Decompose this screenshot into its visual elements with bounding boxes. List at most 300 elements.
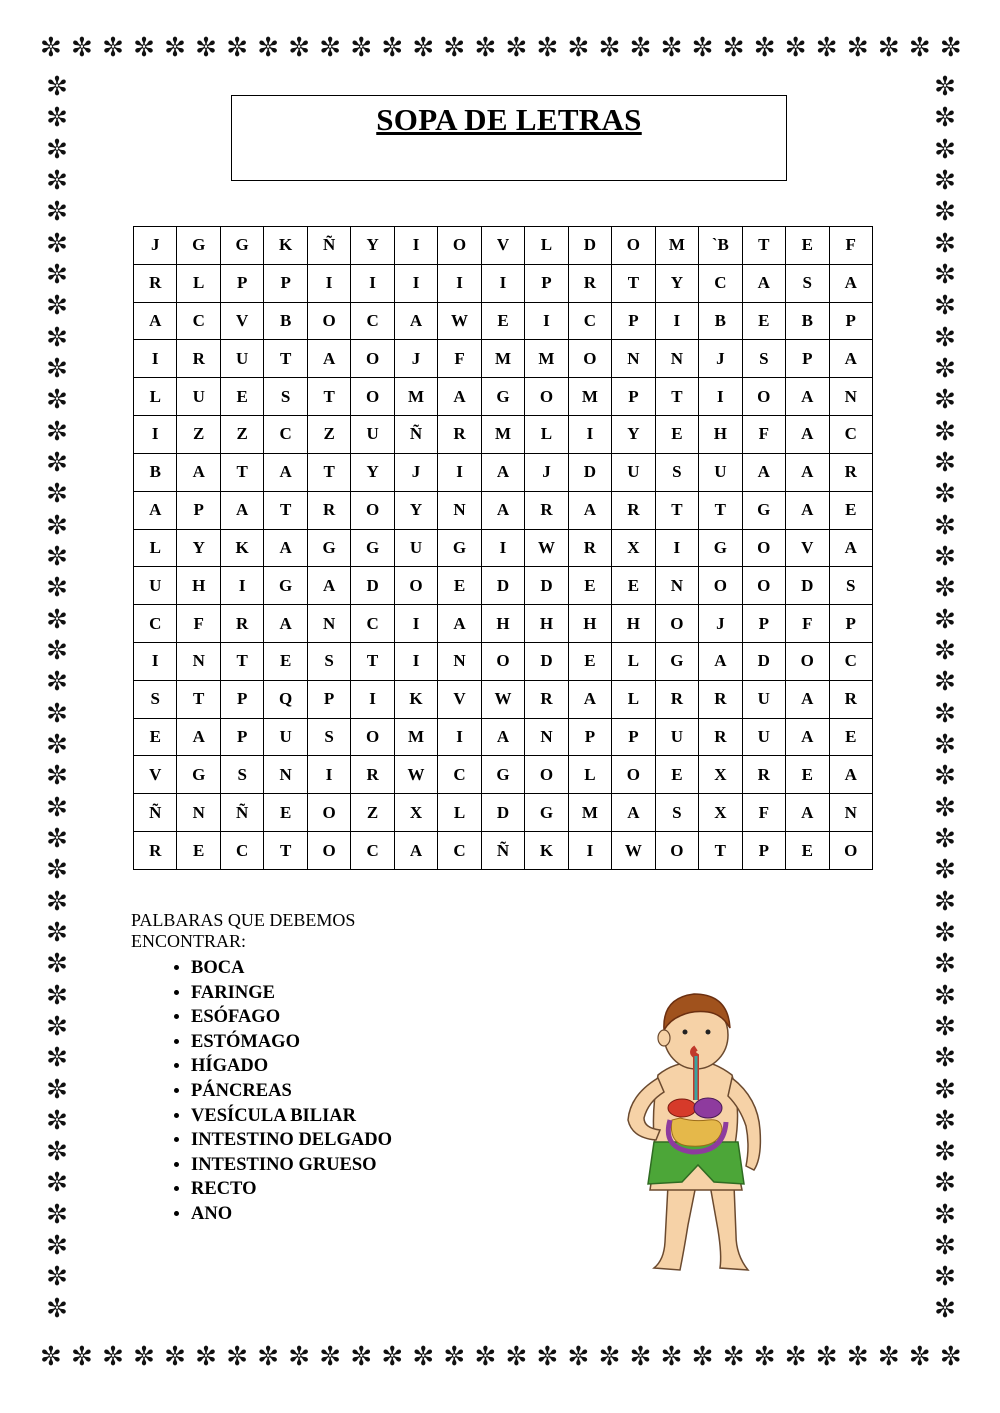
grid-cell[interactable]: R (829, 453, 873, 491)
grid-cell[interactable]: U (264, 718, 307, 756)
grid-cell[interactable]: V (220, 302, 263, 340)
grid-cell[interactable]: A (786, 416, 829, 454)
grid-cell[interactable]: A (742, 264, 785, 302)
grid-cell[interactable]: I (481, 264, 524, 302)
grid-cell[interactable]: E (786, 227, 829, 265)
grid-cell[interactable]: A (786, 453, 829, 491)
grid-cell[interactable]: I (351, 264, 394, 302)
grid-cell[interactable]: D (786, 567, 829, 605)
grid-cell[interactable]: W (394, 756, 437, 794)
grid-cell[interactable]: G (438, 529, 481, 567)
grid-cell[interactable]: C (351, 832, 394, 870)
grid-cell[interactable]: I (134, 416, 177, 454)
grid-cell[interactable]: G (481, 756, 524, 794)
grid-cell[interactable]: E (481, 302, 524, 340)
grid-cell[interactable]: G (655, 642, 698, 680)
grid-cell[interactable]: I (438, 453, 481, 491)
grid-cell[interactable]: R (220, 605, 263, 643)
grid-cell[interactable]: P (307, 680, 350, 718)
grid-cell[interactable]: R (307, 491, 350, 529)
grid-cell[interactable]: R (742, 756, 785, 794)
grid-cell[interactable]: R (134, 832, 177, 870)
grid-cell[interactable]: I (307, 756, 350, 794)
grid-cell[interactable]: W (438, 302, 481, 340)
grid-cell[interactable]: P (177, 491, 220, 529)
grid-cell[interactable]: P (264, 264, 307, 302)
grid-cell[interactable]: O (525, 756, 568, 794)
grid-cell[interactable]: L (525, 227, 568, 265)
grid-cell[interactable]: X (699, 756, 742, 794)
grid-cell[interactable]: P (742, 605, 785, 643)
grid-cell[interactable]: M (481, 416, 524, 454)
grid-cell[interactable]: E (568, 642, 611, 680)
grid-cell[interactable]: B (699, 302, 742, 340)
grid-cell[interactable]: E (655, 756, 698, 794)
grid-cell[interactable]: S (829, 567, 873, 605)
grid-cell[interactable]: S (264, 378, 307, 416)
grid-cell[interactable]: U (742, 718, 785, 756)
grid-cell[interactable]: C (829, 416, 873, 454)
grid-cell[interactable]: Ñ (220, 794, 263, 832)
grid-cell[interactable]: A (829, 264, 873, 302)
grid-cell[interactable]: R (568, 264, 611, 302)
grid-cell[interactable]: D (742, 642, 785, 680)
grid-cell[interactable]: F (786, 605, 829, 643)
grid-cell[interactable]: K (525, 832, 568, 870)
asterisk-flower-icon: ✼ (46, 228, 68, 259)
grid-cell[interactable]: O (351, 491, 394, 529)
grid-cell[interactable]: F (177, 605, 220, 643)
grid-cell[interactable]: T (699, 832, 742, 870)
grid-cell[interactable]: H (699, 416, 742, 454)
grid-cell[interactable]: S (307, 642, 350, 680)
grid-cell[interactable]: A (786, 718, 829, 756)
grid-cell[interactable]: Y (177, 529, 220, 567)
grid-cell[interactable]: T (264, 340, 307, 378)
grid-cell[interactable]: C (177, 302, 220, 340)
grid-cell[interactable]: E (655, 416, 698, 454)
grid-cell[interactable]: L (134, 378, 177, 416)
grid-cell[interactable]: N (177, 642, 220, 680)
grid-cell[interactable]: A (307, 340, 350, 378)
grid-cell[interactable]: P (829, 302, 873, 340)
grid-cell[interactable]: O (742, 378, 785, 416)
grid-cell[interactable]: G (177, 227, 220, 265)
grid-cell[interactable]: U (612, 453, 655, 491)
grid-cell[interactable]: `B (699, 227, 742, 265)
grid-cell[interactable]: Y (394, 491, 437, 529)
grid-cell[interactable]: K (264, 227, 307, 265)
grid-cell[interactable]: I (220, 567, 263, 605)
grid-cell[interactable]: T (264, 832, 307, 870)
grid-row (134, 453, 873, 491)
grid-cell[interactable]: P (786, 340, 829, 378)
grid-cell[interactable]: R (438, 416, 481, 454)
grid-cell[interactable]: P (742, 832, 785, 870)
grid-cell[interactable]: K (394, 680, 437, 718)
grid-cell[interactable]: P (612, 378, 655, 416)
grid-cell[interactable]: D (351, 567, 394, 605)
grid-cell[interactable]: S (220, 756, 263, 794)
grid-cell[interactable]: O (438, 227, 481, 265)
grid-cell[interactable]: V (438, 680, 481, 718)
grid-cell[interactable]: M (481, 340, 524, 378)
grid-cell[interactable]: X (612, 529, 655, 567)
grid-cell[interactable]: A (394, 302, 437, 340)
asterisk-flower-icon: ✼ (46, 698, 68, 729)
grid-cell[interactable]: B (264, 302, 307, 340)
grid-cell[interactable]: I (394, 227, 437, 265)
grid-cell[interactable]: A (438, 605, 481, 643)
grid-cell[interactable]: I (568, 416, 611, 454)
grid-cell[interactable]: R (525, 680, 568, 718)
grid-cell[interactable]: O (307, 794, 350, 832)
grid-cell[interactable]: I (655, 529, 698, 567)
word-list (133, 956, 392, 1227)
word-list-item: • INTESTINO DELGADO (191, 1128, 392, 1153)
grid-cell[interactable]: F (829, 227, 873, 265)
grid-cell[interactable]: A (786, 680, 829, 718)
grid-cell[interactable]: P (220, 264, 263, 302)
grid-cell[interactable]: S (786, 264, 829, 302)
grid-cell[interactable]: A (829, 529, 873, 567)
grid-cell[interactable]: W (612, 832, 655, 870)
grid-cell[interactable]: V (481, 227, 524, 265)
grid-cell[interactable]: A (264, 529, 307, 567)
grid-cell[interactable]: Y (612, 416, 655, 454)
grid-cell[interactable]: H (525, 605, 568, 643)
grid-cell[interactable]: Z (351, 794, 394, 832)
grid-cell[interactable]: A (699, 642, 742, 680)
grid-cell[interactable]: I (568, 832, 611, 870)
asterisk-flower-icon: ✼ (71, 33, 93, 63)
grid-cell[interactable]: M (394, 378, 437, 416)
grid-cell[interactable]: F (742, 416, 785, 454)
grid-cell[interactable]: P (568, 718, 611, 756)
grid-cell[interactable]: I (134, 340, 177, 378)
grid-cell[interactable]: U (742, 680, 785, 718)
grid-cell[interactable]: N (829, 794, 873, 832)
grid-cell[interactable]: O (742, 567, 785, 605)
grid-cell[interactable]: A (177, 453, 220, 491)
asterisk-flower-icon: ✼ (102, 33, 124, 63)
grid-cell[interactable]: X (699, 794, 742, 832)
grid-cell[interactable]: F (438, 340, 481, 378)
grid-cell[interactable]: N (655, 567, 698, 605)
grid-cell[interactable]: W (525, 529, 568, 567)
grid-cell[interactable]: E (264, 642, 307, 680)
grid-cell[interactable]: T (699, 491, 742, 529)
grid-row (134, 756, 873, 794)
grid-cell[interactable]: S (742, 340, 785, 378)
grid-cell[interactable]: G (307, 529, 350, 567)
grid-cell[interactable]: U (655, 718, 698, 756)
grid-cell[interactable]: C (438, 756, 481, 794)
grid-cell[interactable]: A (568, 680, 611, 718)
grid-cell[interactable]: E (742, 302, 785, 340)
grid-cell[interactable]: K (220, 529, 263, 567)
grid-cell[interactable]: L (177, 264, 220, 302)
grid-cell[interactable]: J (699, 340, 742, 378)
grid-cell[interactable]: A (134, 491, 177, 529)
grid-cell[interactable]: L (438, 794, 481, 832)
grid-cell[interactable]: M (525, 340, 568, 378)
grid-cell[interactable]: E (829, 491, 873, 529)
grid-cell[interactable]: V (134, 756, 177, 794)
grid-cell[interactable]: Q (264, 680, 307, 718)
grid-cell[interactable]: G (481, 378, 524, 416)
grid-cell[interactable]: S (655, 453, 698, 491)
grid-cell[interactable]: T (655, 378, 698, 416)
grid-cell[interactable]: O (742, 529, 785, 567)
grid-cell[interactable]: I (307, 264, 350, 302)
grid-cell[interactable]: G (220, 227, 263, 265)
grid-cell[interactable]: D (481, 567, 524, 605)
grid-cell[interactable]: G (699, 529, 742, 567)
grid-cell[interactable]: G (264, 567, 307, 605)
grid-cell[interactable]: A (786, 378, 829, 416)
grid-cell[interactable]: G (525, 794, 568, 832)
grid-cell[interactable]: Ñ (394, 416, 437, 454)
grid-cell[interactable]: Y (351, 227, 394, 265)
grid-cell[interactable]: N (264, 756, 307, 794)
grid-cell[interactable]: C (351, 605, 394, 643)
grid-cell[interactable]: M (568, 378, 611, 416)
grid-cell[interactable]: J (525, 453, 568, 491)
grid-cell[interactable]: N (307, 605, 350, 643)
grid-cell[interactable]: E (134, 718, 177, 756)
grid-cell[interactable]: N (525, 718, 568, 756)
grid-cell[interactable]: G (351, 529, 394, 567)
grid-cell[interactable]: A (264, 605, 307, 643)
grid-cell[interactable]: J (394, 453, 437, 491)
grid-cell[interactable]: W (481, 680, 524, 718)
grid-cell[interactable]: P (829, 605, 873, 643)
grid-cell[interactable]: O (351, 378, 394, 416)
grid-cell[interactable]: I (394, 642, 437, 680)
grid-cell[interactable]: A (394, 832, 437, 870)
grid-cell[interactable]: O (699, 567, 742, 605)
grid-cell[interactable]: L (612, 680, 655, 718)
grid-cell[interactable]: N (612, 340, 655, 378)
grid-cell[interactable]: N (829, 378, 873, 416)
grid-cell[interactable]: C (568, 302, 611, 340)
grid-cell[interactable]: M (394, 718, 437, 756)
grid-cell[interactable]: C (438, 832, 481, 870)
grid-cell[interactable]: E (264, 794, 307, 832)
grid-cell[interactable]: T (264, 491, 307, 529)
grid-cell[interactable]: R (612, 491, 655, 529)
grid-cell[interactable]: A (481, 491, 524, 529)
grid-cell[interactable]: D (525, 642, 568, 680)
grid-cell[interactable]: M (655, 227, 698, 265)
grid-cell[interactable]: T (612, 264, 655, 302)
grid-cell[interactable]: O (655, 832, 698, 870)
grid-cell[interactable]: T (220, 453, 263, 491)
grid-cell[interactable]: N (177, 794, 220, 832)
grid-cell[interactable]: P (525, 264, 568, 302)
grid-cell[interactable]: R (351, 756, 394, 794)
grid-cell[interactable]: J (394, 340, 437, 378)
grid-cell[interactable]: O (612, 227, 655, 265)
grid-cell[interactable]: B (134, 453, 177, 491)
grid-cell[interactable]: R (134, 264, 177, 302)
grid-cell[interactable]: E (786, 756, 829, 794)
grid-cell[interactable]: T (307, 378, 350, 416)
grid-cell[interactable]: T (220, 642, 263, 680)
grid-cell[interactable]: G (742, 491, 785, 529)
grid-cell[interactable]: D (568, 453, 611, 491)
grid-cell[interactable]: I (525, 302, 568, 340)
grid-cell[interactable]: P (612, 302, 655, 340)
grid-cell[interactable]: L (612, 642, 655, 680)
grid-cell[interactable]: A (568, 491, 611, 529)
grid-cell[interactable]: E (568, 567, 611, 605)
grid-cell[interactable]: L (525, 416, 568, 454)
grid-cell[interactable]: R (177, 340, 220, 378)
grid-cell[interactable]: R (699, 718, 742, 756)
grid-cell[interactable]: U (134, 567, 177, 605)
grid-cell[interactable]: Y (655, 264, 698, 302)
grid-cell[interactable]: D (481, 794, 524, 832)
grid-cell[interactable]: Ñ (307, 227, 350, 265)
grid-cell[interactable]: A (829, 340, 873, 378)
grid-cell[interactable]: C (220, 832, 263, 870)
grid-cell[interactable]: R (655, 680, 698, 718)
grid-cell[interactable]: J (699, 605, 742, 643)
grid-cell[interactable]: I (134, 642, 177, 680)
grid-cell[interactable]: A (264, 453, 307, 491)
grid-cell[interactable]: N (438, 491, 481, 529)
grid-cell[interactable]: H (568, 605, 611, 643)
grid-cell[interactable]: I (699, 378, 742, 416)
grid-cell[interactable]: G (177, 756, 220, 794)
grid-cell[interactable]: T (307, 453, 350, 491)
grid-cell[interactable]: E (220, 378, 263, 416)
grid-cell[interactable]: Ñ (134, 794, 177, 832)
grid-cell[interactable]: A (786, 491, 829, 529)
grid-cell[interactable]: A (786, 794, 829, 832)
grid-cell[interactable]: O (394, 567, 437, 605)
grid-cell[interactable]: U (394, 529, 437, 567)
grid-cell[interactable]: O (786, 642, 829, 680)
grid-cell[interactable]: Y (351, 453, 394, 491)
grid-cell[interactable]: P (220, 718, 263, 756)
grid-cell[interactable]: A (307, 567, 350, 605)
grid-cell[interactable]: P (220, 680, 263, 718)
grid-cell[interactable]: X (394, 794, 437, 832)
grid-cell[interactable]: Z (177, 416, 220, 454)
grid-cell[interactable]: S (307, 718, 350, 756)
grid-cell[interactable]: O (612, 756, 655, 794)
grid-cell[interactable]: O (829, 832, 873, 870)
grid-cell[interactable]: A (220, 491, 263, 529)
grid-cell[interactable]: Z (307, 416, 350, 454)
grid-cell[interactable]: O (525, 378, 568, 416)
grid-cell[interactable]: A (829, 756, 873, 794)
grid-cell[interactable]: U (177, 378, 220, 416)
grid-cell[interactable]: I (481, 529, 524, 567)
grid-cell[interactable]: C (699, 264, 742, 302)
grid-cell[interactable]: O (568, 340, 611, 378)
grid-cell[interactable]: O (307, 302, 350, 340)
grid-cell[interactable]: R (525, 491, 568, 529)
grid-cell[interactable]: H (612, 605, 655, 643)
grid-cell[interactable]: I (438, 718, 481, 756)
grid-cell[interactable]: U (220, 340, 263, 378)
asterisk-flower-icon: ✼ (934, 573, 956, 604)
grid-cell[interactable]: O (481, 642, 524, 680)
grid-cell[interactable]: A (612, 794, 655, 832)
grid-cell[interactable]: I (394, 264, 437, 302)
grid-cell[interactable]: R (699, 680, 742, 718)
grid-cell[interactable]: A (481, 718, 524, 756)
grid-cell[interactable]: I (438, 264, 481, 302)
grid-cell[interactable]: A (134, 302, 177, 340)
grid-cell[interactable]: C (264, 416, 307, 454)
grid-cell[interactable]: C (351, 302, 394, 340)
grid-cell[interactable]: R (568, 529, 611, 567)
grid-cell[interactable]: N (438, 642, 481, 680)
asterisk-flower-icon: ✼ (934, 792, 956, 823)
grid-cell[interactable]: E (829, 718, 873, 756)
asterisk-flower-icon: ✼ (46, 855, 68, 886)
grid-cell[interactable]: A (742, 453, 785, 491)
grid-cell[interactable]: P (612, 718, 655, 756)
grid-cell[interactable]: E (438, 567, 481, 605)
grid-cell[interactable]: I (655, 302, 698, 340)
grid-cell[interactable]: T (742, 227, 785, 265)
grid-cell[interactable]: E (612, 567, 655, 605)
grid-cell[interactable]: O (307, 832, 350, 870)
grid-cell[interactable]: L (568, 756, 611, 794)
grid-cell[interactable]: T (177, 680, 220, 718)
grid-cell[interactable]: F (742, 794, 785, 832)
grid-cell[interactable]: A (481, 453, 524, 491)
grid-cell[interactable]: A (177, 718, 220, 756)
grid-cell[interactable]: E (786, 832, 829, 870)
grid-cell[interactable]: C (829, 642, 873, 680)
grid-cell[interactable]: O (351, 340, 394, 378)
grid-cell[interactable]: D (568, 227, 611, 265)
grid-cell[interactable]: U (699, 453, 742, 491)
grid-cell[interactable]: J (134, 227, 177, 265)
grid-cell[interactable]: N (655, 340, 698, 378)
grid-cell[interactable]: O (351, 718, 394, 756)
grid-cell[interactable]: V (786, 529, 829, 567)
grid-cell[interactable]: B (786, 302, 829, 340)
grid-cell[interactable]: S (655, 794, 698, 832)
grid-cell[interactable]: I (394, 605, 437, 643)
grid-cell[interactable]: O (655, 605, 698, 643)
grid-cell[interactable]: E (177, 832, 220, 870)
grid-cell[interactable]: R (829, 680, 873, 718)
grid-cell[interactable]: S (134, 680, 177, 718)
grid-cell[interactable]: T (655, 491, 698, 529)
grid-cell[interactable]: H (177, 567, 220, 605)
grid-cell[interactable]: T (351, 642, 394, 680)
grid-cell[interactable]: D (525, 567, 568, 605)
grid-cell[interactable]: Ñ (481, 832, 524, 870)
grid-cell[interactable]: C (134, 605, 177, 643)
grid-cell[interactable]: Z (220, 416, 263, 454)
grid-cell[interactable]: L (134, 529, 177, 567)
grid-cell[interactable]: U (351, 416, 394, 454)
grid-cell[interactable]: I (351, 680, 394, 718)
grid-cell[interactable]: H (481, 605, 524, 643)
grid-cell[interactable]: M (568, 794, 611, 832)
grid-cell[interactable]: A (438, 378, 481, 416)
